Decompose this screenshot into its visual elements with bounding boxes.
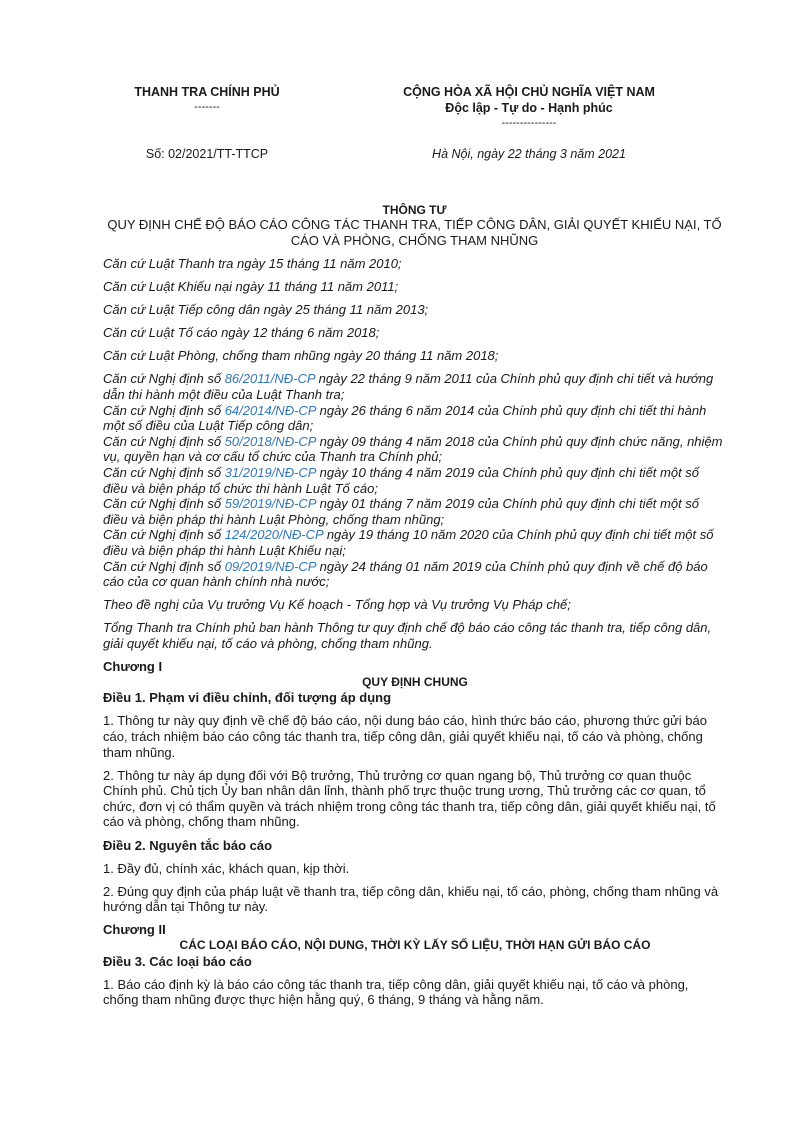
nation-header <box>370 84 688 130</box>
decree-link[interactable]: 86/2011/NĐ-CP <box>224 371 316 387</box>
agency-name: THANH TRA CHÍNH PHỦ <box>134 85 280 99</box>
legal-basis-decree <box>103 371 727 402</box>
clause: 1. Đầy đủ, chính xác, khách quan, kịp thời. <box>103 860 350 876</box>
chapter-label: Chương II <box>103 922 166 938</box>
decree-suffix: ngày 09 tháng 4 năm 2018 của Chính phủ quy định chức năng, nhiệm vụ, quyền hạn và cơ cấu tổ chức của Thanh tra Chính phủ; <box>103 433 723 465</box>
document-type: THÔNG TƯ <box>382 203 447 217</box>
decree-link[interactable]: 59/2019/NĐ-CP <box>224 496 316 512</box>
legal-basis-law: Căn cứ Luật Khiếu nại ngày 11 tháng 11 năm 2011; <box>103 279 399 295</box>
motto-divider: --------------- <box>501 117 557 129</box>
chapter-title: CÁC LOẠI BÁO CÁO, NỘI DUNG, THỜI KỲ LẤY SỐ LIỆU, THỜI HẠN GỬI BÁO CÁO <box>179 937 651 952</box>
title-block <box>103 203 726 249</box>
decree-suffix: ngày 26 tháng 6 năm 2014 của Chính phủ quy định chi tiết thi hành một số điều của Luật Tiếp công dân; <box>103 402 707 434</box>
chapter-label: Chương I <box>103 659 163 675</box>
decree-suffix: ngày 24 tháng 01 năm 2019 của Chính phủ quy định về chế độ báo cáo của cơ quan hành chính nhà nước; <box>103 558 708 590</box>
article-title: Điều 1. Phạm vi điều chỉnh, đối tượng áp dụng <box>103 690 392 706</box>
legal-basis-decree <box>103 434 727 465</box>
legal-basis-decree <box>103 559 727 590</box>
decree-suffix: ngày 22 tháng 9 năm 2011 của Chính phủ quy định chi tiết và hướng dẫn thi hành một điều của Luật Thanh tra; <box>103 371 714 403</box>
legal-basis-decree <box>103 403 727 434</box>
article-title: Điều 3. Các loại báo cáo <box>103 953 252 969</box>
clause: 2. Thông tư này áp dụng đối với Bộ trưởng, Thủ trưởng cơ quan ngang bộ, Thủ trưởng cơ quan thuộc Chính phủ. Chủ tịch Ủy ban nhân dân lỉnh, thành phố trực thuộc trung ương, Thủ trưởng các cơ quan, tổ chức, đơn vị có thẩm quyền và trách nhiệm trong công tác thanh tra, tiếp công dân, giải quyết khiếu nại, tố cáo và phòng, chống tham nhũng. <box>103 767 716 830</box>
legal-basis-decree <box>103 496 727 527</box>
decree-link[interactable]: 50/2018/NĐ-CP <box>224 433 316 449</box>
document-number: Số: 02/2021/TT-TTCP <box>145 147 269 161</box>
document-date: Hà Nội, ngày 22 tháng 3 năm 2021 <box>432 147 626 161</box>
legal-basis-law: Căn cứ Luật Phòng, chống tham nhũng ngày 20 tháng 11 năm 2018; <box>103 348 499 364</box>
nation-name: CỘNG HÒA XÃ HỘI CHỦ NGHĨA VIỆT NAM <box>403 85 655 99</box>
legal-basis-law: Căn cứ Luật Tiếp công dân ngày 25 tháng 11 năm 2013; <box>103 302 429 318</box>
chapter-title: QUY ĐỊNH CHUNG <box>362 674 468 689</box>
decree-link[interactable]: 124/2020/NĐ-CP <box>224 527 324 543</box>
decree-prefix: Căn cứ Nghị định số <box>103 558 225 574</box>
decree-link[interactable]: 09/2019/NĐ-CP <box>224 558 316 574</box>
decree-prefix: Căn cứ Nghị định số <box>103 433 225 449</box>
clause: 1. Báo cáo định kỳ là báo cáo công tác thanh tra, tiếp công dân, giải quyết khiếu nại, tố cáo và phòng, chống tham nhũng được thực hiện hằng quý, 6 tháng, 9 tháng và hằng năm. <box>103 976 689 1008</box>
decree-suffix: ngày 19 tháng 10 năm 2020 của Chính phủ quy định chi tiết một số điều và biện pháp thi hành Luật Khiếu nại; <box>103 527 714 558</box>
issuance: Tổng Thanh tra Chính phủ ban hành Thông tư quy định chế độ báo cáo công tác thanh tra, tiếp công dân, giải quyết khiếu nại, tố cáo và phòng, chống tham nhũng. <box>103 620 712 651</box>
document-body <box>103 256 727 1008</box>
legal-basis-decree <box>103 465 727 496</box>
decree-prefix: Căn cứ Nghị định số <box>103 465 225 481</box>
agency-header <box>100 84 314 114</box>
legal-basis-law: Căn cứ Luật Thanh tra ngày 15 tháng 11 năm 2010; <box>103 256 402 271</box>
decree-prefix: Căn cứ Nghị định số <box>103 402 225 418</box>
decree-link[interactable]: 64/2014/NĐ-CP <box>224 402 316 418</box>
motto: Độc lập - Tự do - Hạnh phúc <box>445 101 613 115</box>
document-subject: QUY ĐỊNH CHẾ ĐỘ BÁO CÁO CÔNG TÁC THANH TRA, TIẾP CÔNG DÂN, GIẢI QUYẾT KHIẾU NẠI, TỐ CÁO VÀ PHÒNG, CHỐNG THAM NHŨNG <box>107 217 722 248</box>
decree-prefix: Căn cứ Nghị định số <box>103 527 225 543</box>
clause: 2. Đúng quy định của pháp luật về thanh tra, tiếp công dân, khiếu nại, tố cáo, phòng, chống tham nhũng và hướng dẫn tại Thông tư này. <box>103 883 719 915</box>
legal-basis-decree <box>103 527 727 558</box>
decree-suffix: ngày 01 tháng 7 năm 2019 của Chính phủ quy định chi tiết một số điều và biện pháp thi hành Luật Phòng, chống tham nhũng; <box>103 496 700 527</box>
clause: 1. Thông tư này quy định về chế độ báo cáo, nội dung báo cáo, hình thức báo cáo, phương thức gửi báo cáo, trách nhiệm báo cáo công tác thanh tra, tiếp công dân, giải quyết khiếu nại, tố cáo và phòng, chống tham nhũng. <box>103 713 707 760</box>
agency-divider: ------- <box>194 101 220 113</box>
decree-suffix: ngày 10 tháng 4 năm 2019 của Chính phủ quy định chi tiết một số điều và biện pháp tổ chức thi hành Luật Tố cáo; <box>103 465 700 496</box>
decree-prefix: Căn cứ Nghị định số <box>103 496 225 512</box>
proposal: Theo đề nghị của Vụ trưởng Vụ Kế hoạch - Tổng hợp và Vụ trưởng Vụ Pháp chế; <box>103 597 571 613</box>
decree-prefix: Căn cứ Nghị định số <box>103 371 225 387</box>
legal-basis-law: Căn cứ Luật Tố cáo ngày 12 tháng 6 năm 2018; <box>103 325 380 341</box>
article-title: Điều 2. Nguyên tắc báo cáo <box>103 837 273 853</box>
decree-link[interactable]: 31/2019/NĐ-CP <box>224 465 316 481</box>
